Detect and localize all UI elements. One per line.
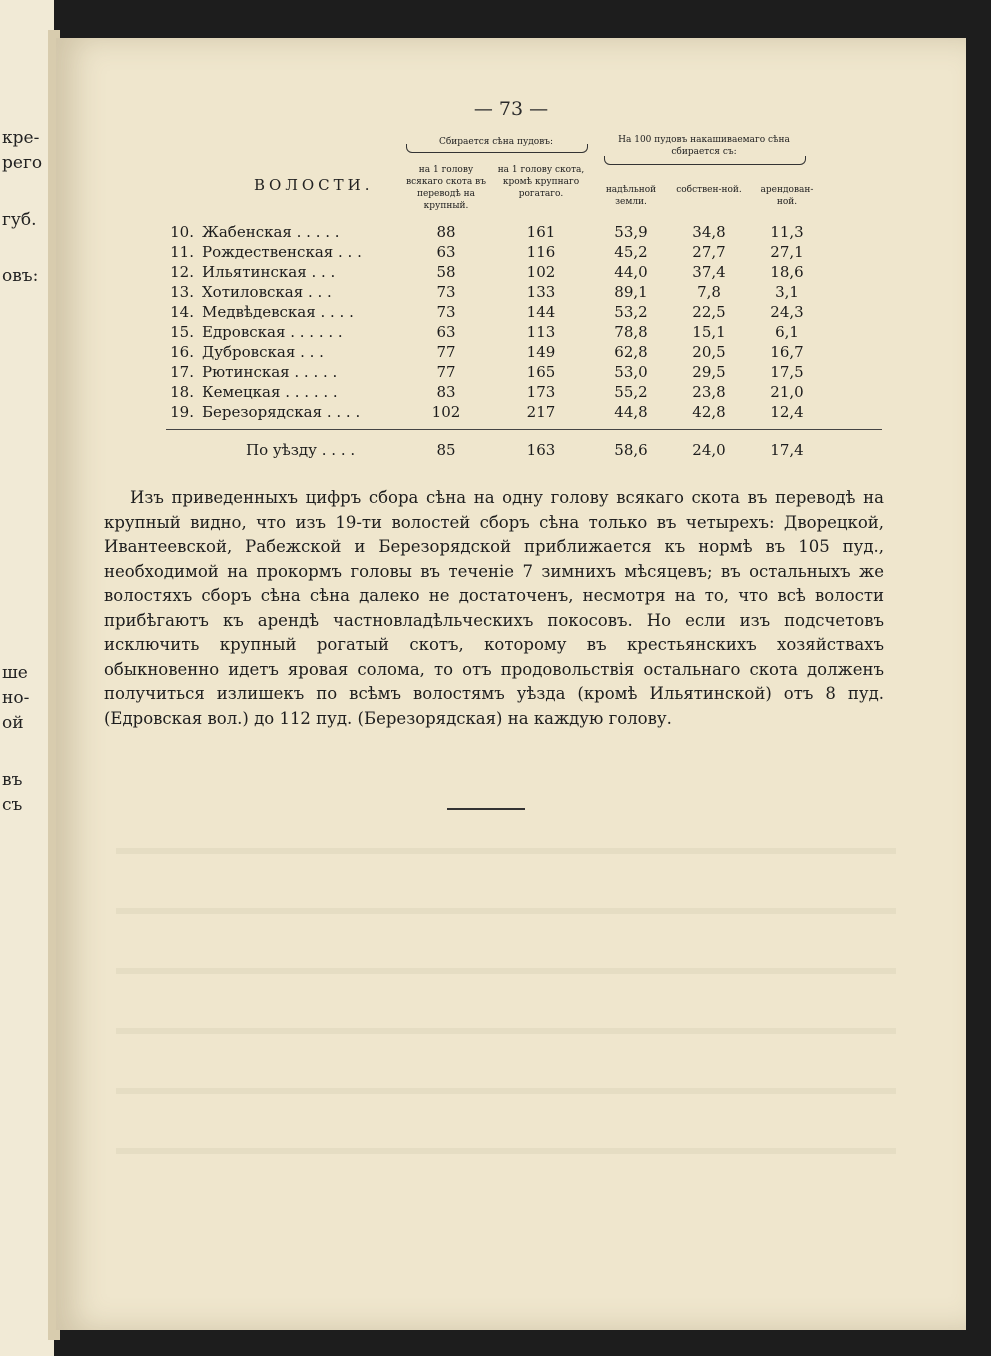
table-row: 16. Дубровская . . . 77 149 62,8 20,5 16,7 [170, 343, 804, 361]
body-paragraph: Изъ приведенныхъ цифръ сбора сѣна на одну голову всякаго скота въ переводѣ на крупный видно, что изъ 19-ти волостей сборъ сѣна только въ четырехъ: Дворецкой, Ивантеевской, Рабежской и Березорядской приближается къ нормѣ въ 105 пуд., необходимой на прокормъ головы въ теченіе 7 зимнихъ мѣсяцевъ; въ остальныхъ же волостяхъ сборъ сѣна сѣна далеко не достаточенъ, несмотря на то, что всѣ волости прибѣгаютъ къ арендѣ частновладѣльческихъ покосовъ. Но если изъ подсчетовъ исключить крупный рогатый скотъ, которому въ крестьянскихъ хозяйствахъ обыкновенно идетъ яровая солома, то отъ продовольствія остальнаго скота долженъ получиться излишекъ по всѣмъ волостямъ уѣзда (кромѣ Ильятинской) отъ 8 пуд. (Едровская вол.) до 112 пуд. (Березорядская) на каждую голову. [104, 488, 884, 728]
row-header-volosti: ВОЛОСТИ. [254, 176, 374, 194]
bleed-through [116, 968, 896, 974]
total-value: 58,6 [614, 441, 648, 459]
page-number: — 73 — [473, 98, 549, 120]
section-end-rule [447, 808, 525, 810]
total-value: 163 [526, 441, 556, 459]
table-row: 10. Жабенская . . . . . 88 161 53,9 34,8 11,3 [170, 223, 804, 241]
total-label: По уѣзду . . . . [246, 441, 356, 459]
prev-fragment: рего [2, 153, 43, 173]
bleed-through [116, 848, 896, 854]
bleed-through [116, 908, 896, 914]
prev-fragment: но- [2, 688, 30, 708]
header-brace [604, 156, 806, 165]
prev-fragment: кре- [2, 128, 40, 148]
bleed-through [116, 1088, 896, 1094]
column-header: надѣльной земли. [605, 185, 657, 207]
book-page [56, 38, 966, 1330]
previous-page-edge [0, 0, 54, 1356]
table-row: 17. Рютинская . . . . . 77 165 53,0 29,5 17,5 [170, 363, 804, 381]
total-value: 24,0 [692, 441, 726, 459]
total-value: 85 [436, 441, 456, 459]
header-group-per-100: На 100 пудовъ накашиваемаго сѣна сбирается съ: [618, 135, 790, 157]
table-total-row [56, 441, 966, 463]
table-row: 13. Хотиловская . . . 73 133 89,1 7,8 3,1 [170, 283, 799, 301]
bleed-through [116, 1028, 896, 1034]
column-header: собствен-ной. [676, 185, 742, 195]
prev-fragment: въ [2, 770, 23, 790]
table-row: 19. Березорядская . . . . 102 217 44,8 42,8 12,4 [170, 403, 804, 421]
prev-fragment: овъ: [2, 266, 39, 286]
prev-fragment: ше [2, 663, 28, 683]
table-row: 15. Едровская . . . . . . 63 113 78,8 15,1 6,1 [170, 323, 799, 341]
table-row: 18. Кемецкая . . . . . . 83 173 55,2 23,8 21,0 [170, 383, 804, 401]
prev-fragment: ой [2, 713, 24, 733]
table-row: 14. Медвѣдевская . . . . 73 144 53,2 22,5 24,3 [170, 303, 804, 321]
header-group-hay-collected: Сбирается сѣна пудовъ: [438, 137, 554, 147]
prev-fragment: губ. [2, 210, 37, 230]
table-body [56, 223, 966, 423]
column-header: на 1 голову всякаго скота въ переводѣ на крупный. [406, 165, 486, 211]
bleed-through [116, 1148, 896, 1154]
total-value: 17,4 [770, 441, 804, 459]
column-header: на 1 голову скота, кромѣ крупнаго рогатаго. [497, 165, 585, 199]
header-brace [406, 144, 588, 153]
prev-fragment: съ [2, 795, 23, 815]
column-header: арендован-ной. [760, 185, 814, 207]
table-divider [166, 429, 882, 430]
table-row: 11. Рождественская . . . 63 116 45,2 27,7 27,1 [170, 243, 804, 261]
table-row: 12. Ильятинская . . . 58 102 44,0 37,4 18,6 [170, 263, 804, 281]
